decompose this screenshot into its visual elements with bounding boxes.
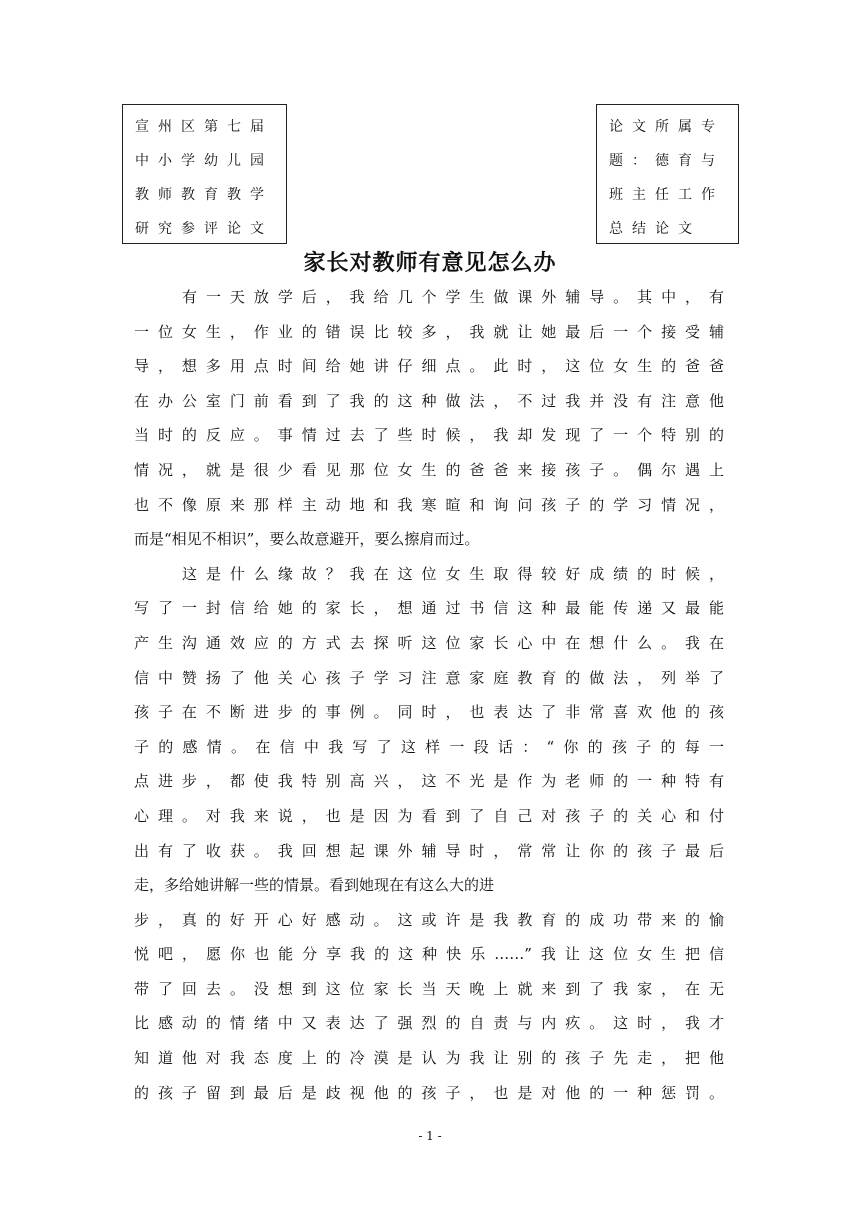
paragraph-line: 孩子在不断进步的事例。同时，也表达了非常喜欢他的孩: [134, 703, 724, 722]
header-left-line: 宣州区第七届: [135, 119, 273, 135]
paragraph-line: 点进步，都使我特别高兴，这不光是作为老师的一种特有: [134, 772, 724, 791]
paragraph-line: 这是什么缘故？我在这位女生取得较好成绩的时候，: [182, 564, 724, 583]
paragraph-line: 导，想多用点时间给她讲仔细点。此时，这位女生的爸爸: [134, 357, 724, 376]
paragraph-line: 知道他对我态度上的冷漠是认为我让别的孩子先走，把他: [134, 1049, 724, 1068]
paragraph-line: 子的感情。在信中我写了这样一段话：“你的孩子的每一: [134, 737, 724, 756]
header-right-line: 题：德育与: [609, 153, 724, 169]
paragraph-line: 信中赞扬了他关心孩子学习注意家庭教育的做法，列举了: [134, 668, 724, 687]
paragraph-line: 有一天放学后，我给几个学生做课外辅导。其中，有: [182, 288, 724, 306]
document-title: 家长对教师有意见怎么办: [303, 250, 557, 276]
paragraph-line: 在办公室门前看到了我的这种做法，不过我并没有注意他: [134, 391, 724, 410]
header-right-box: [596, 104, 739, 244]
header-right-line: 论文所属专: [609, 119, 724, 135]
paragraph-line: 产生沟通效应的方式去探听这位家长心中在想什么。我在: [134, 633, 724, 652]
paragraph-line: 出有了收获。我回想起课外辅导时，常常让你的孩子最后: [134, 841, 724, 860]
paragraph-line: 当时的反应。事情过去了些时候，我却发现了一个特别的: [134, 426, 724, 445]
body-text: [134, 280, 724, 1110]
paragraph-line: 心理。对我来说，也是因为看到了自己对孩子的关心和付: [134, 806, 724, 825]
paragraph-line: 也不像原来那样主动地和我寒暄和询问孩子的学习情况，: [134, 495, 724, 514]
paragraph-line: 一位女生，作业的错误比较多，我就让她最后一个接受辅: [134, 322, 724, 341]
header-left-line: 教师教育教学: [135, 187, 273, 203]
paragraph-line: 情况，就是很少看见那位女生的爸爸来接孩子。偶尔遇上: [134, 460, 724, 479]
paragraph-line: 而是“相见不相识”，要么故意避开，要么擦肩而过。: [134, 530, 480, 549]
paragraph-line: 写了一封信给她的家长，想通过书信这种最能传递又最能: [134, 599, 724, 618]
page-number: - 1 -: [418, 1129, 442, 1143]
paragraph-line: 的孩子留到最后是歧视他的孩子，也是对他的一种惩罚。: [134, 1083, 724, 1102]
paragraph-line: 悦吧，愿你也能分享我的这种快乐……”我让这位女生把信: [134, 945, 724, 964]
header-left-box: [122, 104, 287, 244]
paragraph-line: 带了回去。没想到这位家长当天晚上就来到了我家，在无: [134, 979, 724, 998]
paragraph-line: 步，真的好开心好感动。这或许是我教育的成功带来的愉: [134, 910, 724, 929]
paragraph-line: 比感动的情绪中又表达了强烈的自责与内疚。这时，我才: [134, 1014, 724, 1033]
header-right-line: 班主任工作: [609, 187, 724, 203]
header-right-line: 总结论文: [609, 221, 701, 237]
header-left-line: 中小学幼儿园: [135, 153, 273, 169]
header-left-line: 研究参评论文: [135, 221, 273, 237]
paragraph-line: 走，多给她讲解一些的情景。看到她现在有这么大的进: [134, 876, 495, 895]
